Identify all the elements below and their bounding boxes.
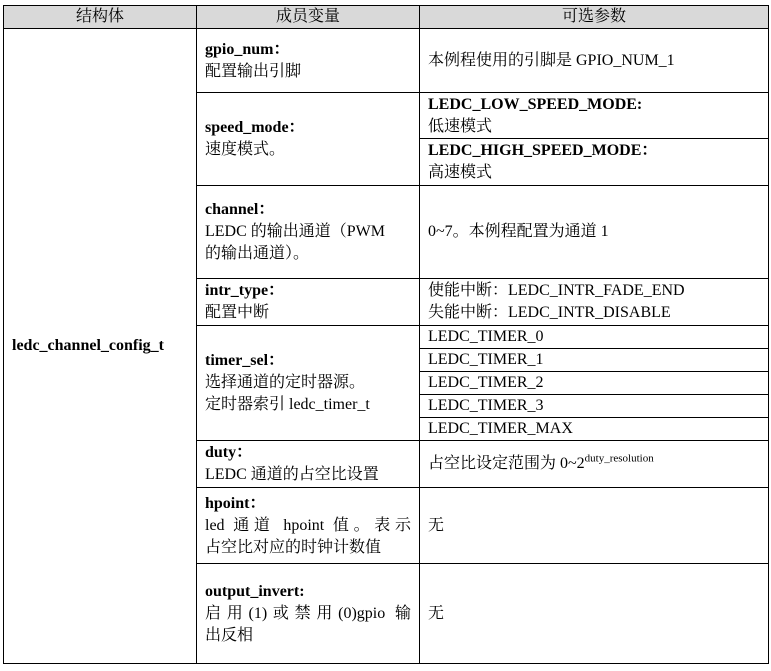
member-duty xyxy=(197,441,420,488)
member-name: output_invert: xyxy=(205,582,305,600)
member-name: channel： xyxy=(205,201,275,218)
option-hpoint: 无 xyxy=(420,488,769,564)
member-hpoint xyxy=(197,488,420,564)
member-desc-2: 占空比对应的时钟计数值 xyxy=(205,538,382,556)
member-desc: LEDC 的输出通道（PWM xyxy=(205,223,386,240)
member-desc: LEDC 通道的占空比设置 xyxy=(205,466,379,483)
member-desc-2: 的输出通道）。 xyxy=(205,245,310,262)
member-desc: 配置输出引脚 xyxy=(205,62,302,80)
option-high-speed xyxy=(420,139,769,186)
member-desc: 配置中断 xyxy=(205,304,270,321)
row-gpio-num xyxy=(4,29,769,93)
option-gpio-num: 本例程使用的引脚是 GPIO_NUM_1 xyxy=(420,29,769,93)
option-timer-3: LEDC_TIMER_3 xyxy=(420,395,769,418)
member-desc: 选择通道的定时器源。 xyxy=(205,374,366,391)
struct-name: ledc_channel_config_t xyxy=(4,29,197,664)
member-speed-mode xyxy=(197,93,420,186)
member-desc: 速度模式。 xyxy=(205,141,286,158)
member-timer-sel xyxy=(197,326,420,441)
member-desc: led 通道 hpoint 值。表示 xyxy=(205,516,411,534)
duty-exponent: duty_resolution xyxy=(584,452,654,465)
member-name: duty： xyxy=(205,444,253,461)
option-name: LEDC_HIGH_SPEED_MODE： xyxy=(428,142,658,159)
member-name: gpio_num： xyxy=(205,40,290,58)
member-name: timer_sel： xyxy=(205,352,285,369)
option-channel: 0~7。本例程配置为通道 1 xyxy=(420,186,769,279)
member-name: speed_mode： xyxy=(205,119,305,136)
member-desc-2: 定时器索引 ledc_timer_t xyxy=(205,396,370,413)
member-desc-2: 出反相 xyxy=(205,626,254,644)
header-options: 可选参数 xyxy=(420,6,769,29)
header-struct: 结构体 xyxy=(4,6,197,29)
option-output-invert: 无 xyxy=(420,564,769,664)
option-disable: 失能中断：LEDC_INTR_DISABLE xyxy=(428,304,671,321)
option-name: LEDC_LOW_SPEED_MODE: xyxy=(428,95,643,113)
member-name: hpoint： xyxy=(205,494,266,512)
member-gpio-num xyxy=(197,29,420,93)
parameter-table xyxy=(3,5,769,664)
header-member: 成员变量 xyxy=(197,6,420,29)
option-desc: 低速模式 xyxy=(428,117,493,135)
option-intr-type xyxy=(420,279,769,326)
option-timer-max: LEDC_TIMER_MAX xyxy=(420,418,769,441)
option-timer-0: LEDC_TIMER_0 xyxy=(420,326,769,349)
option-enable: 使能中断：LEDC_INTR_FADE_END xyxy=(428,282,685,299)
option-timer-2: LEDC_TIMER_2 xyxy=(420,372,769,395)
option-desc: 高速模式 xyxy=(428,164,493,181)
member-output-invert xyxy=(197,564,420,664)
option-low-speed xyxy=(420,93,769,139)
member-channel xyxy=(197,186,420,279)
option-duty xyxy=(420,441,769,488)
member-intr-type xyxy=(197,279,420,326)
member-name: intr_type： xyxy=(205,282,285,299)
member-desc: 启用(1)或禁用(0)gpio 输 xyxy=(205,604,411,622)
option-timer-1: LEDC_TIMER_1 xyxy=(420,349,769,372)
duty-range-text: 占空比设定范围为 0~2 xyxy=(428,455,585,472)
header-row xyxy=(4,6,769,29)
